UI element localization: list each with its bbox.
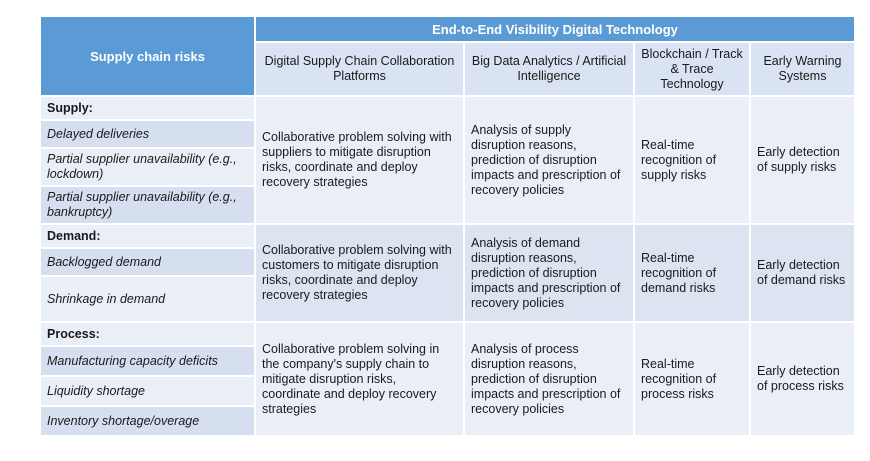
row-header-label: Supply chain risks	[40, 16, 255, 96]
risk-item: Backlogged demand	[40, 248, 255, 276]
cell-analytics-demand: Analysis of demand disruption reasons, prediction of disruption impacts and prescription of recovery policies	[464, 224, 634, 322]
risk-item: Partial supplier unavailability (e.g., bankruptcy)	[40, 186, 255, 224]
group-title: End-to-End Visibility Digital Technology	[255, 16, 855, 42]
column-header: Digital Supply Chain Collaboration Platforms	[255, 42, 464, 96]
cell-warning-supply: Early detection of supply risks	[750, 96, 855, 224]
group-title-supply: Supply:	[40, 96, 255, 120]
cell-blockchain-process: Real-time recognition of process risks	[634, 322, 750, 436]
risk-item: Delayed deliveries	[40, 120, 255, 148]
column-header: Big Data Analytics / Artificial Intelligence	[464, 42, 634, 96]
cell-analytics-process: Analysis of process disruption reasons, prediction of disruption impacts and prescription of recovery policies	[464, 322, 634, 436]
cell-warning-process: Early detection of process risks	[750, 322, 855, 436]
cell-analytics-supply: Analysis of supply disruption reasons, prediction of disruption impacts and prescription of recovery policies	[464, 96, 634, 224]
risk-item: Inventory shortage/overage	[40, 406, 255, 436]
group-title-process: Process:	[40, 322, 255, 346]
cell-collaboration-supply: Collaborative problem solving with suppliers to mitigate disruption risks, coordinate and deploy recovery strategies	[255, 96, 464, 224]
column-header: Early Warning Systems	[750, 42, 855, 96]
cell-warning-demand: Early detection of demand risks	[750, 224, 855, 322]
cell-blockchain-supply: Real-time recognition of supply risks	[634, 96, 750, 224]
cell-collaboration-demand: Collaborative problem solving with customers to mitigate disruption risks, coordinate and deploy recovery strategies	[255, 224, 464, 322]
cell-collaboration-process: Collaborative problem solving in the company's supply chain to mitigate disruption risks, coordinate and deploy recovery strategies	[255, 322, 464, 436]
risk-item: Manufacturing capacity deficits	[40, 346, 255, 376]
cell-blockchain-demand: Real-time recognition of demand risks	[634, 224, 750, 322]
risk-item: Partial supplier unavailability (e.g., lockdown)	[40, 148, 255, 186]
risk-item: Shrinkage in demand	[40, 276, 255, 322]
column-header: Blockchain / Track & Trace Technology	[634, 42, 750, 96]
group-title-demand: Demand:	[40, 224, 255, 248]
risk-item: Liquidity shortage	[40, 376, 255, 406]
risk-technology-table	[39, 15, 856, 437]
